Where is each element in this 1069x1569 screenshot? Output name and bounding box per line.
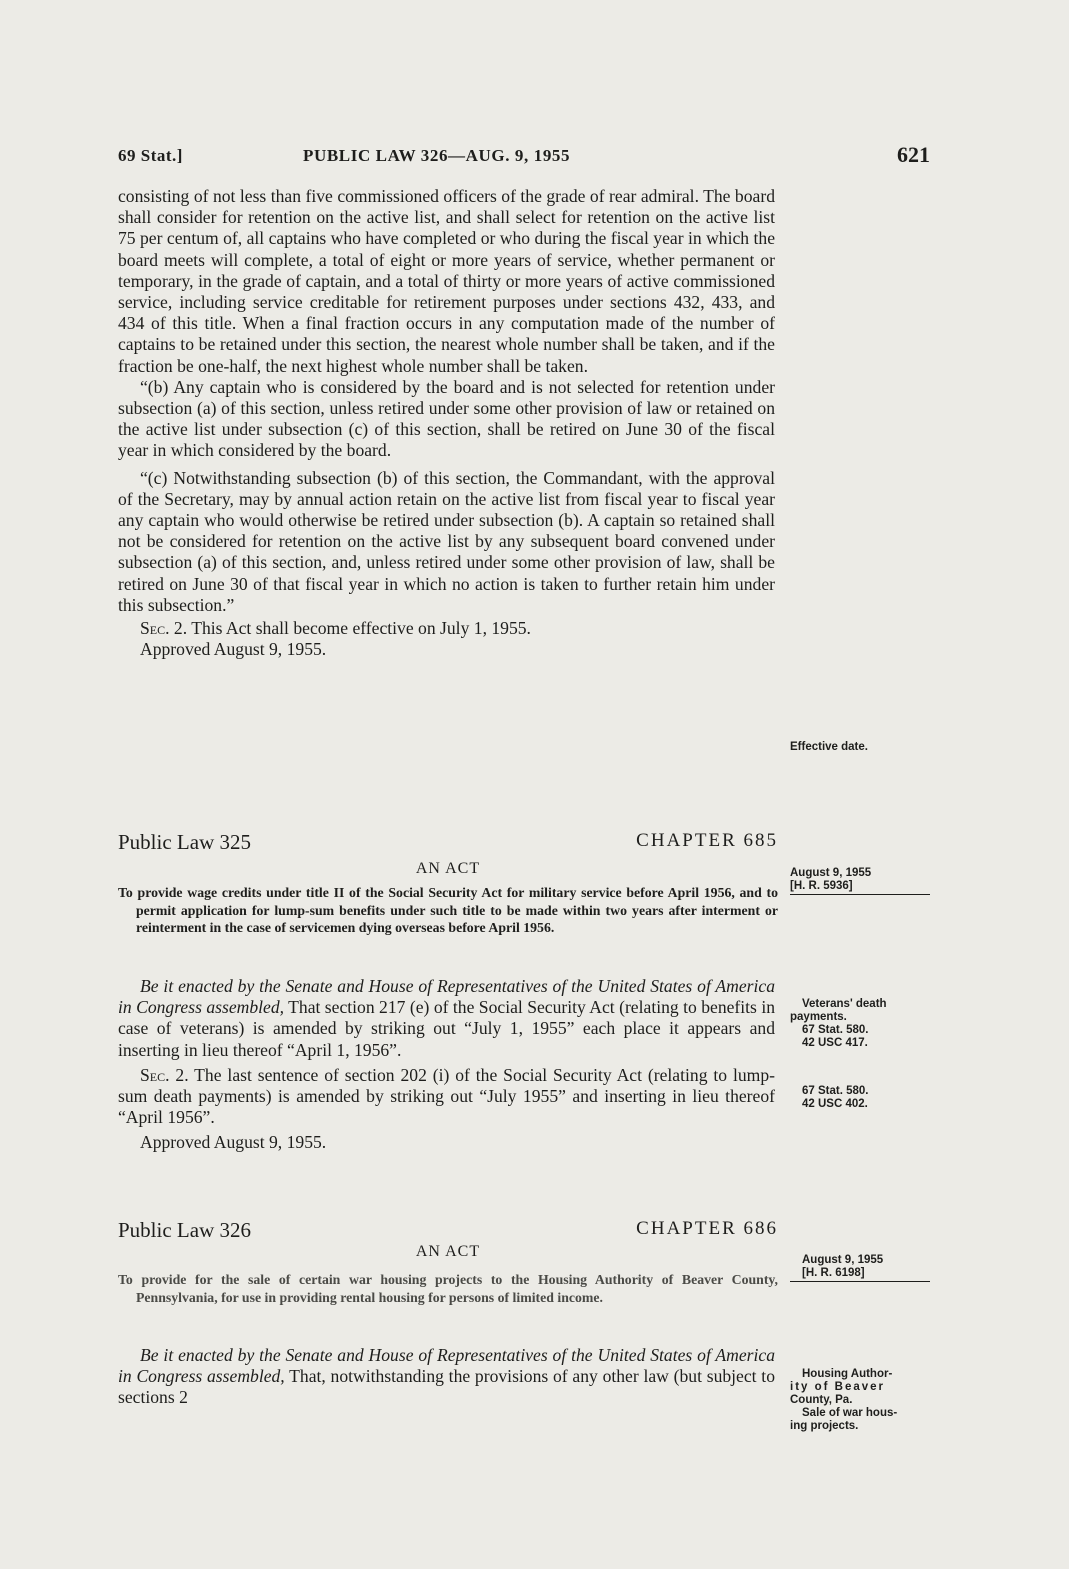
- section-label: Sec. 2.: [140, 1064, 189, 1085]
- margin-line: County, Pa.: [790, 1394, 853, 1406]
- margin-note-law-325: [790, 867, 930, 895]
- enacting-formula: Be it enacted by the Senate and House of Representatives of the United States of America in Congress assembled,: [118, 976, 775, 1018]
- enacting-clause: [118, 976, 775, 1061]
- page-number: 621: [897, 142, 930, 167]
- continued-section-text: [118, 186, 775, 660]
- law-title: Public Law 325: [118, 830, 251, 854]
- margin-line: Housing Author-: [802, 1368, 893, 1380]
- section-label: Sec. 2.: [140, 618, 188, 639]
- margin-line: payments.: [790, 1011, 847, 1023]
- law-326-body: [118, 1345, 775, 1409]
- margin-line: 67 Stat. 580.: [802, 1085, 869, 1097]
- approval-line: Approved August 9, 1955.: [140, 639, 327, 660]
- purpose-text: To provide for the sale of certain war housing projects to the Housing Authority of Beaver County, Pennsylvania, for use in providing rental housing for persons of limited income.: [118, 1272, 778, 1305]
- an-act-label: AN ACT: [415, 1243, 481, 1260]
- margin-date: August 9, 1955: [802, 1254, 884, 1266]
- enacting-formula: Be it enacted by the Senate and House of Representatives of the United States of America in Congress assembled,: [118, 1345, 775, 1387]
- margin-note-lump-sum: [790, 1085, 930, 1111]
- margin-note-veterans: [790, 998, 930, 1050]
- chapter-number: CHAPTER 685: [636, 830, 778, 851]
- margin-note-effective-date: Effective date.: [790, 741, 868, 753]
- enacting-clause: [118, 1345, 775, 1409]
- section-2-effective: [140, 618, 775, 639]
- law-325-heading: [118, 830, 778, 856]
- enacting-text: That section 217 (e) of the Social Security Act (relating to benefits in case of veterans) is amended by striking out “July 1, 1955” each place it appears and inserting in lieu thereof “April 1, 1956”.: [118, 997, 776, 1060]
- approval-line: Approved August 9, 1955.: [140, 1132, 327, 1153]
- section-text: The last sentence of section 202 (i) of the Social Security Act (relating to lump-sum death payments) is amended by striking out “July 1955” and inserting in lieu thereof “April 1956”.: [118, 1064, 775, 1128]
- enacting-text: That, notwithstanding the provisions of any other law (but subject to sections 2: [118, 1366, 775, 1408]
- margin-line: 42 USC 402.: [802, 1098, 868, 1110]
- margin-note-housing: [790, 1368, 930, 1433]
- margin-date: August 9, 1955: [790, 867, 872, 879]
- paragraph-subsection-b: “(b) Any captain who is considered by the board and is not selected for retention under subsection (a) of this section, unless retired under some other provision of law or retained on the active list under subsection (c) of this section, shall be retired on June 30 of the fiscal year in which considered by the board.: [118, 376, 775, 461]
- section-text: This Act shall become effective on July 1, 1955.: [187, 618, 531, 639]
- margin-note-law-326: [790, 1254, 930, 1282]
- running-header: [118, 142, 930, 170]
- law-326-purpose: [118, 1271, 778, 1306]
- paragraph-continuation: consisting of not less than five commissioned officers of the grade of rear admiral. The board shall consider for retention on the active list, and shall select for retention on the active list 75 per centum of, all captains who have completed or who during the fiscal year in which the board meets will complete, a total of eight or more years of service, whether permanent or temporary, in the grade of captain, and a total of thirty or more years of active commissioned service, including service creditable for retirement purposes under sections 432, 433, and 434 of this title. When a final fraction occurs in any computation made of the number of captains to be retained under this section, the nearest whole number shall be taken, and if the fraction be one-half, the next highest whole number shall be taken.: [118, 186, 775, 376]
- law-title: Public Law 326: [118, 1218, 251, 1242]
- law-326-heading: [118, 1218, 778, 1244]
- volume-reference: 69 Stat.]: [118, 146, 183, 165]
- running-title: PUBLIC LAW 326—AUG. 9, 1955: [303, 146, 571, 165]
- law-325-section-2: [118, 1065, 775, 1129]
- law-325-body: [118, 976, 775, 1154]
- margin-line: ing projects.: [790, 1420, 859, 1432]
- margin-line: Sale of war hous-: [802, 1407, 898, 1419]
- margin-line: Veterans' death: [802, 998, 887, 1010]
- margin-bill-number: [H. R. 6198]: [790, 1267, 930, 1282]
- paragraph-subsection-c: “(c) Notwithstanding subsection (b) of this section, the Commandant, with the approval of the Secretary, may by annual action retain on the active list from fiscal year to fiscal year any captain who would otherwise be retired under subsection (b). A captain so retained shall not be considered for retention on the active list by any subsequent board convened under subsection (a) of this section, and, unless retired under some other provision of law, shall be retired on June 30 of that fiscal year in which no action is taken to further retain him under this subsection.”: [118, 467, 775, 615]
- an-act-label: AN ACT: [415, 860, 481, 877]
- margin-line: 67 Stat. 580.: [802, 1024, 869, 1036]
- chapter-number: CHAPTER 686: [636, 1218, 778, 1239]
- margin-bill-number: [H. R. 5936]: [790, 880, 930, 895]
- margin-line: 42 USC 417.: [802, 1037, 868, 1049]
- margin-line: ity of Beaver: [790, 1381, 886, 1393]
- law-325-purpose: [118, 884, 778, 937]
- purpose-text: To provide wage credits under title II of the Social Security Act for military service before April 1956, and to permit application for lump-sum benefits under such title to be made within two years after interment or reinterment in the case of servicemen dying overseas before April 1956.: [118, 885, 778, 935]
